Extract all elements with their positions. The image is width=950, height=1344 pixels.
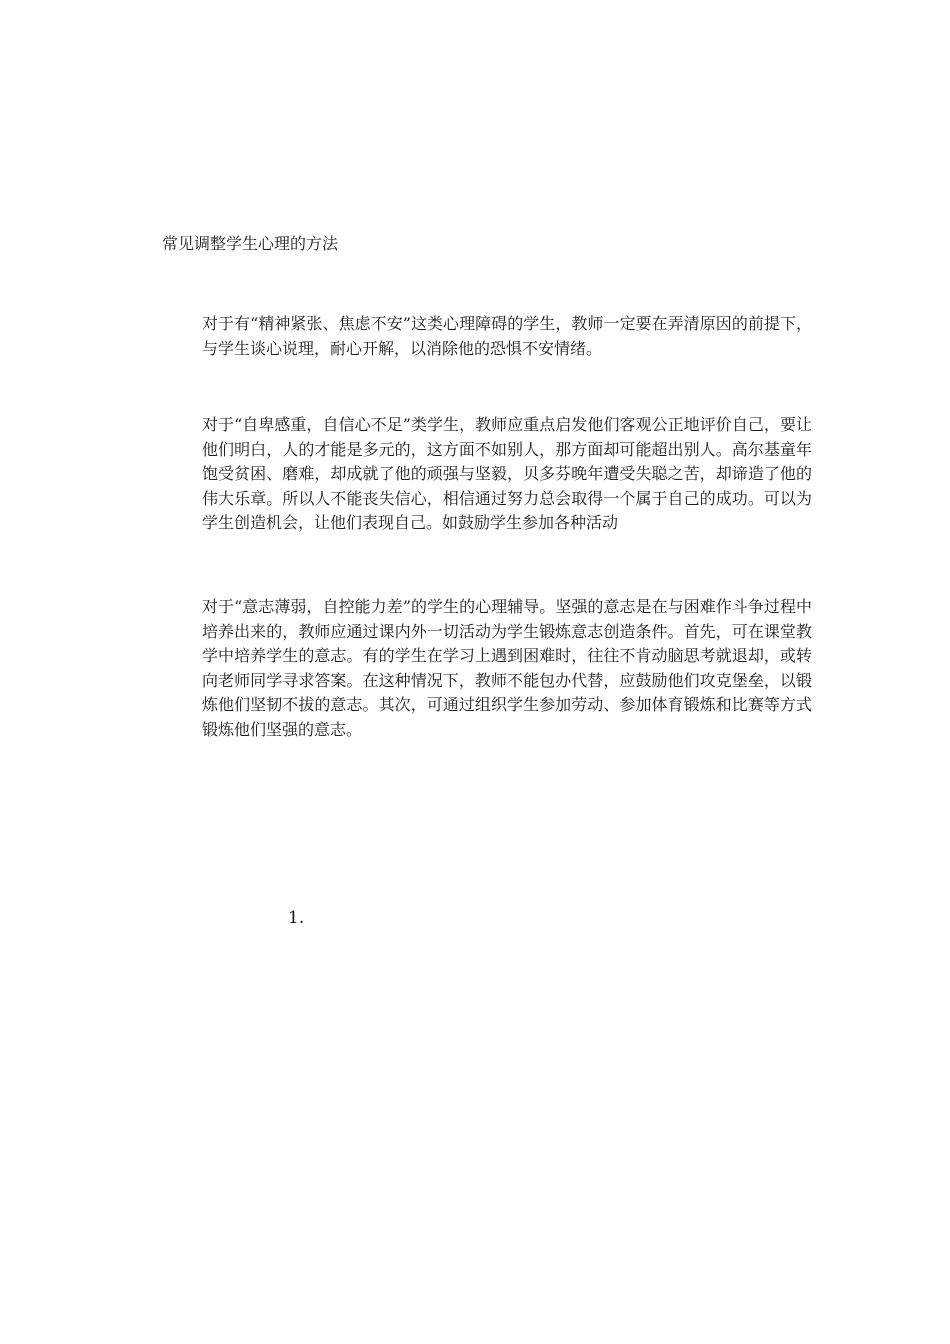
paragraph-willpower: 对于“意志薄弱，自控能力差”的学生的心理辅导。坚强的意志是在与困难作斗争过程中培养出来的，教师应通过课内外一切活动为学生锻炼意志创造条件。首先，可在课堂教学中培养学生的意志。有的学生在学习上遇到困难时，往往不肯动脑思考就退却，或转向老师同学寻求答案。在这种情况下，教师不能包办代替，应鼓励他们攻克堡垒，以锻炼他们坚韧不拔的意志。其次，可通过组织学生参加劳动、参加体育锻炼和比赛等方式锻炼他们坚强的意志。 (202, 597, 812, 739)
list-number: 1. (288, 908, 305, 928)
paragraph-anxiety: 对于有“精神紧张、焦虑不安”这类心理障碍的学生，教师一定要在弄清原因的前提下，与学生谈心说理，耐心开解，以消除他的恐惧不安情绪。 (202, 314, 812, 358)
document-title: 常见调整学生心理的方法 (162, 234, 339, 253)
paragraph-self-esteem: 对于“自卑感重，自信心不足”类学生，教师应重点启发他们客观公正地评价自己，要让他们明白，人的才能是多元的，这方面不如别人，那方面却可能超出别人。高尔基童年饱受贫困、磨难，却成就了他的顽强与坚毅，贝多芬晚年遭受失聪之苦，却谛造了他的伟大乐章。所以人不能丧失信心，相信通过努力总会取得一个属于自己的成功。可以为学生创造机会，让他们表现自己。如鼓励学生参加各种活动 (202, 415, 812, 532)
